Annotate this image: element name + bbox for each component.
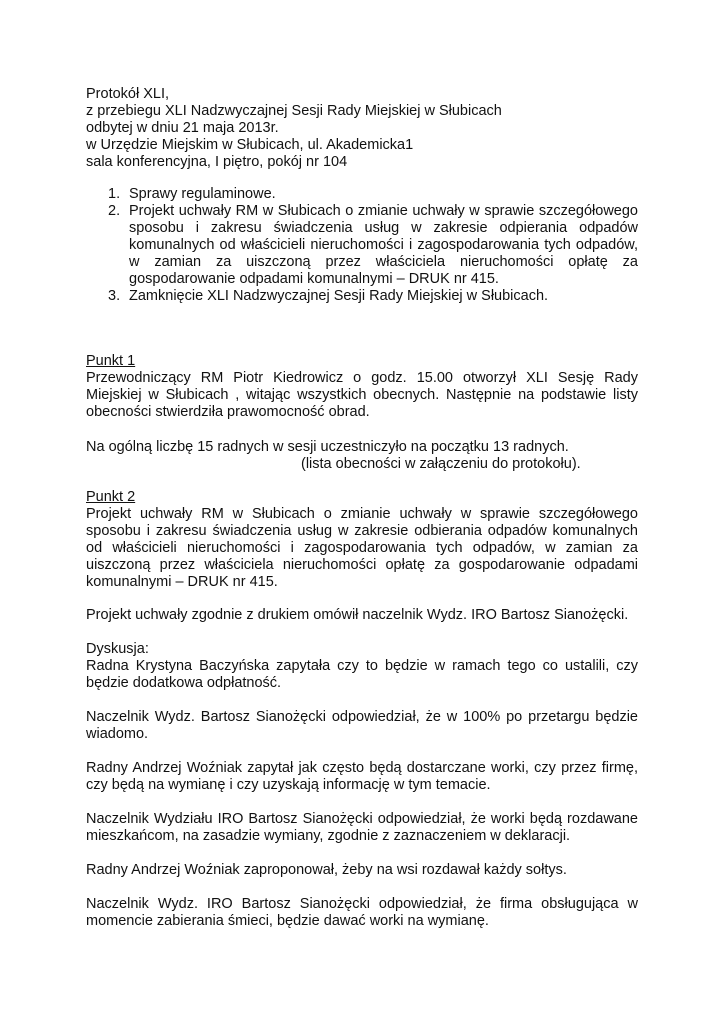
paragraph-line: Radny Andrzej Woźniak zaproponował, żeby na wsi rozdawał każdy sołtys. [86,862,567,878]
paragraph-line: czy będą na wymianę i czy uzyskają informację w tym temacie. [86,777,491,793]
attendance-note [86,439,638,473]
paragraph-line: Miejskiej w Słubicach , witając wszystkich obecnych. Następnie na podstawie listy [86,387,638,403]
agenda-item [86,203,638,288]
paragraph-line: Przewodniczący RM Piotr Kiedrowicz o godz. 15.00 otworzył XLI Sesję Rady [86,370,638,386]
paragraph-line: Radny Andrzej Woźniak zapytał jak często będą dostarczane worki, czy przez firmę, [86,760,638,776]
agenda-number: 3. [108,288,121,304]
discussion-heading: Dyskusja: [86,641,149,657]
paragraph-line: Projekt uchwały RM w Słubicach o zmianie uchwały w sprawie szczegółowego [86,506,638,522]
paragraph-line: (lista obecności w załączeniu do protokołu). [301,456,581,472]
paragraph-line: komunalnymi – DRUK nr 415. [86,574,278,590]
punkt-2-section [86,489,638,591]
agenda-list [86,186,638,305]
paragraph-line: Naczelnik Wydz. IRO Bartosz Sianożęcki odpowiedział, że firma obsługująca w [86,896,638,912]
paragraph-line: będzie dodatkowa odpłatność. [86,675,282,691]
paragraph-line: Projekt uchwały zgodnie z drukiem omówił naczelnik Wydz. IRO Bartosz Sianożęcki. [86,607,629,623]
agenda-number: 1. [108,186,121,202]
protocol-header [86,86,638,171]
agenda-text: Projekt uchwały RM w Słubicach o zmianie uchwały w sprawie szczegółowego [129,203,638,219]
discussion-entry [86,760,638,794]
header-line: z przebiegu XLI Nadzwyczajnej Sesji Rady Miejskiej w Słubicach [86,103,502,119]
paragraph-line: momencie zabierania śmieci, będzie dawać worki na wymianę. [86,913,489,929]
paragraph-line: Radna Krystyna Baczyńska zapytała czy to będzie w ramach tego co ustalili, czy [86,658,638,674]
agenda-text: Sprawy regulaminowe. [129,186,276,202]
section-heading: Punkt 1 [86,353,136,369]
discussion-entry [86,709,638,743]
header-line: odbytej w dniu 21 maja 2013r. [86,120,279,136]
discussion-entry [86,862,638,879]
section-heading: Punkt 2 [86,489,136,505]
discussion-entry [86,896,638,930]
header-line: Protokół XLI, [86,86,170,102]
paragraph-line: mieszkańcom, na zasadzie wymiany, zgodnie z zaznaczeniem w deklaracji. [86,828,571,844]
header-line: sala konferencyjna, I piętro, pokój nr 104 [86,154,348,170]
paragraph-line: wiadomo. [86,726,149,742]
paragraph-line: sposobu i zakresu świadczenia usług w zakresie odbierania odpadów komunalnych [86,523,638,539]
agenda-item [86,288,638,305]
discussion-section [86,641,638,692]
paragraph-line: Na ogólną liczbę 15 radnych w sesji uczestniczyło na początku 13 radnych. [86,439,569,455]
agenda-text: w zamian za uiszczoną przez właściciela nieruchomości opłatę za [129,254,638,270]
paragraph-line: Naczelnik Wydziału IRO Bartosz Sianożęcki odpowiedział, że worki będą rozdawane [86,811,638,827]
agenda-text: sposobu i zakresu świadczenia usług w zakresie odpierania odpadów [129,220,638,236]
paragraph-line: obecności stwierdziła prawomocność obrad. [86,404,370,420]
punkt-1-section [86,353,638,421]
project-presentation [86,607,638,624]
paragraph-line: od właścicieli nieruchomości i zagospodarowania tych odpadów, w zamian za [86,540,638,556]
agenda-text: komunalnych od właścicieli nieruchomości i zagospodarowania tych odpadów, [129,237,638,253]
discussion-entry [86,811,638,845]
paragraph-line: Naczelnik Wydz. Bartosz Sianożęcki odpowiedział, że w 100% po przetargu będzie [86,709,638,725]
agenda-text: gospodarowanie odpadami komunalnymi – DRUK nr 415. [129,271,499,287]
agenda-number: 2. [108,203,121,219]
header-line: w Urzędzie Miejskim w Słubicach, ul. Akademicka1 [86,137,414,153]
agenda-item [86,186,638,203]
paragraph-line: uiszczoną przez właściciela nieruchomości opłatę za gospodarowanie odpadami [86,557,638,573]
agenda-text: Zamknięcie XLI Nadzwyczajnej Sesji Rady Miejskiej w Słubicach. [129,288,549,304]
